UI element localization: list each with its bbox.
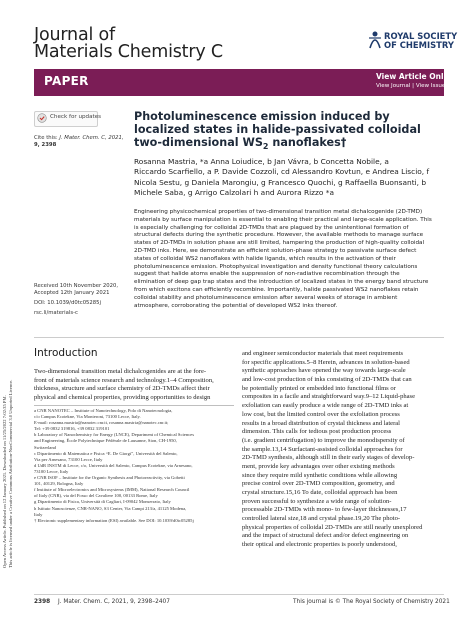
doi-link[interactable]: DOI: 10.1039/d0tc05285j <box>34 300 102 307</box>
abstract-line: atmosphere, corroborating the potential of developed WS2 inks thereof. <box>134 302 338 309</box>
affiliation-line: of Italy (CNR), via del Fosso del Cavaliere 100, 00133 Rome, Italy <box>34 493 158 499</box>
affiliation-divider <box>34 405 234 406</box>
body-line: dimension. This calls for tedious post production process <box>242 428 392 436</box>
cite-prefix: Cite this: <box>34 135 58 141</box>
affiliation-line: e CNR ISOF – Institute for the Organic Synthesis and Photoreactivity, via Gobetti <box>34 475 185 481</box>
body-line: physical properties of colloidal 2D-TMDs are still nearly unexplored <box>242 523 423 531</box>
abstract-line: suggest that halide atoms enable the suppression of non-radiative recombination through the <box>134 271 400 278</box>
view-article-online-link[interactable]: View Article Online <box>376 72 457 81</box>
author-list <box>134 157 454 199</box>
journal-title <box>34 27 223 61</box>
intro-paragraph <box>34 368 234 402</box>
side-text-line2[interactable]: This article is licensed under a Creative Commons Attribution-NonCommercial 3.0 Unported Licence. <box>7 379 13 568</box>
footer-divider <box>34 594 444 595</box>
authors-line3[interactable]: Nicola Sestu, g Daniela Marongiu, g Francesco Quochi, g Raffaella Buonsanti, b <box>134 177 427 187</box>
abstract-line: states of colloidal WS2 nanoflakes with halide ligands, which results in the activation of their <box>134 255 396 262</box>
affiliation-line: f Institute of Microelectronics and Microsystems (IMM), National Research Council <box>34 487 190 493</box>
affiliation-line: c/o Campus Ecotekne, Via Monteroni, 73100 Lecce, Italy. <box>34 414 141 420</box>
affiliation-line: E-mail: rosanna.mastria@nanotec.cnr.it, rosanna.mastria@nanotec.cnr.it; <box>34 420 169 426</box>
title-line1: Photoluminescence emission induced by <box>134 110 390 123</box>
footer-journal-ref: J. Mater. Chem. C, 2021, 9, 2398–2407 <box>57 599 170 605</box>
body-line: precise control over 2D-TMD composition, geometry, and <box>242 480 395 488</box>
intro-line: physical and chemical properties, providing opportunities to design <box>34 393 211 401</box>
intro-line: thickness, structure and surface chemistry of 2D-TMDs affect their <box>34 385 210 393</box>
body-line: for specific applications.5–8 Herein, advances in solution-based <box>242 358 410 366</box>
body-line: and low-cost production of inks consisting of 2D-TMDs that can <box>242 376 412 384</box>
body-line: (i.e. gradient centrifugation) to improve the monodispersity of <box>242 436 405 444</box>
body-line: since they require mild synthetic conditions while allowing <box>242 471 398 479</box>
body-line: and the impact of structural defect and/or defect engineering on <box>242 532 409 540</box>
received-block <box>34 283 118 308</box>
body-line: ment, provide key advantages over other existing methods <box>242 462 395 470</box>
abstract-line: structural defects during the synthetic procedure. However, the available methods to manage surface <box>134 232 424 239</box>
page-number: 2398 <box>34 599 51 605</box>
body-line: 2D-TMD synthesis, although still in their early stages of develop- <box>242 454 415 462</box>
intro-line: front of materials science research and technology.1–4 Composition, <box>34 376 214 384</box>
abstract-line: states of 2D-TMDs in solution phase are still limited, hampering the production of high-quality colloidal <box>134 240 425 247</box>
footer-citation <box>34 599 170 605</box>
abstract-line: photoluminescence emission. Photophysical investigation and density functional theory calculations <box>134 263 418 270</box>
authors-line1[interactable]: Rosanna Mastria, *a Anna Loiudice, b Jan Vávra, b Concetta Nobile, a <box>134 157 389 166</box>
accepted-date: Accepted 12th January 2021 <box>34 290 110 297</box>
intro-line: Two-dimensional transition metal dichalcogenides are at the fore- <box>34 368 207 375</box>
abstract-line: Engineering physicochemical properties of two-dimensional transition metal dichalcogenide (2D-TMD) <box>134 209 423 215</box>
rsc-line1: ROYAL SOCIETY <box>384 31 458 41</box>
journal-url-link[interactable]: rsc.li/materials-c <box>34 310 78 316</box>
affiliation-line: c Dipartimento di Matematica e Fisica “E. De Giorgi”, Università del Salento, <box>34 450 178 456</box>
body-line: their optical and electronic properties is poorly understood, <box>242 541 397 549</box>
abstract-line: 2D-TMD inks. Here, we demonstrate an efficient solution-phase strategy to passivate surface defect <box>134 247 417 254</box>
affiliations <box>34 408 238 524</box>
affiliation-line: d UdR INSTM di Lecce, c/o, Università del Salento, Campus Ecotekne, via Arnesano, <box>34 462 193 468</box>
title-line2: localized states in halide-passivated colloidal <box>134 123 421 136</box>
cite-journal: J. Mater. Chem. C, 2021, <box>59 135 124 141</box>
title-line3 <box>134 136 454 153</box>
abstract-line: from which excitons can efficiently recombine. Importantly, halide passivated WS2 nanoflakes retain <box>134 286 419 293</box>
view-journal-issue-links[interactable]: View Journal | View Issue <box>376 83 446 89</box>
body-line: and engineer semiconductor materials that meet requirements <box>242 350 404 357</box>
check-updates-icon <box>37 113 47 123</box>
affiliation-line: Switzerland <box>34 444 56 450</box>
side-text-line1: Open Access Article. Published on 12 January 2021. Downloaded on 11/25/2022 7:02:35 PM. <box>2 395 7 568</box>
authors-line2[interactable]: Riccardo Scarfiello, a P. Davide Cozzoli, cd Alessandro Kovtun, e Andrea Liscio, f <box>134 167 430 177</box>
body-line: proven successful to synthesize a wide range of solution- <box>242 497 392 505</box>
authors-line4[interactable]: Michele Saba, g Arrigo Calzolari h and Aurora Rizzo *a <box>134 188 335 198</box>
abstract <box>134 209 448 310</box>
article-type-label: PAPER <box>44 74 89 88</box>
abstract-line: colloidal stability and photoluminescence emission after several weeks of storage in ambient <box>134 294 398 301</box>
affiliation-line: Via per Arnesano, 73100 Lecce, Italy <box>34 456 103 462</box>
rsc-logo-icon <box>367 28 383 50</box>
journal-title-line1: Journal of <box>34 25 115 45</box>
body-line: processable 2D-TMDs with mono- to few-layer thicknesses,17 <box>242 506 407 514</box>
divider <box>34 337 444 338</box>
rsc-line2: OF CHEMISTRY <box>384 40 454 50</box>
affiliation-line: Tel: +39 0832 319816, +39 0832 319101 <box>34 426 110 432</box>
body-line: composites in a facile and straightforward way.9–12 Liquid-phase <box>242 393 416 401</box>
affiliation-line: Italy <box>34 511 43 517</box>
affiliation-line: a CNR NANOTEC – Institute of Nanotechnology, Polo di Nanotecnologia, <box>34 408 173 413</box>
journal-title-line2: Materials Chemistry C <box>34 42 223 62</box>
affiliation-line: b Laboratory of Nanochemistry for Energy (LNCE), Department of Chemical Sciences <box>34 432 195 438</box>
affiliation-line: 101, 40129, Bologna, Italy <box>34 481 84 487</box>
citation-block <box>34 135 129 149</box>
body-line: be potentially printed or embedded into functional films or <box>242 384 396 392</box>
footer-copyright: This journal is © The Royal Society of Chemistry 2021 <box>293 599 450 605</box>
abstract-line: is especially challenging for colloidal 2D-TMDs that are plagued by the unintentional formation of <box>134 224 409 231</box>
affiliation-line: † Electronic supplementary information (ESI) available. See DOI: 10.1039/d0tc05285j <box>34 517 194 523</box>
rsc-logo[interactable] <box>384 32 457 50</box>
body-line: controlled lateral size,18 and crystal phase.19,20 The photo- <box>242 515 401 523</box>
abstract-line: elimination of deep gap trap states and the introduction of localized states in the energy band structure <box>134 279 429 286</box>
section-heading-introduction: Introduction <box>34 347 98 359</box>
affiliation-line: 73100 Lecce, Italy <box>34 468 69 474</box>
received-date: Received 10th November 2020, <box>34 283 119 289</box>
affiliation-line: h Istituto Nanoscienze, CNR-NANO, S3 Center, Via Campi 213/a, 41125 Modena, <box>34 505 187 511</box>
title-line3-pre: two-dimensional WS <box>134 136 263 149</box>
article-title <box>134 110 454 153</box>
body-line: synthetic approaches have opened the way towards large-scale <box>242 367 406 375</box>
body-line: crystal structure.15,16 To date, colloidal approach has been <box>242 489 398 496</box>
body-line: low cost, but the limited control over the exfoliation process <box>242 410 400 418</box>
cite-volume: 9, 2398 <box>34 142 57 148</box>
body-line: results in a broad distribution of crystal thickness and lateral <box>242 419 400 427</box>
title-subscript: 2 <box>262 142 269 152</box>
check-updates-label[interactable]: Check for updates <box>50 114 102 120</box>
body-right-column <box>242 350 446 550</box>
body-line: exfoliation can easily produce a wide range of 2D-TMD inks at <box>242 402 409 410</box>
affiliation-line: and Engineering, École Polytechnique Fédérale de Lausanne, Sion, CH-1950, <box>34 438 177 444</box>
licence-side-text <box>2 98 16 568</box>
title-line3-post: nanoflakes† <box>268 136 347 149</box>
abstract-line: materials by surface manipulation is essential to enabling their practical and large-scale application. This <box>134 216 432 223</box>
affiliation-line: g Dipartimento di Fisica, Università di Cagliari, I-09042 Monserrato, Italy <box>34 499 171 505</box>
body-line: the sample.13,14 Surfactant-assisted colloidal approaches for <box>242 445 403 453</box>
